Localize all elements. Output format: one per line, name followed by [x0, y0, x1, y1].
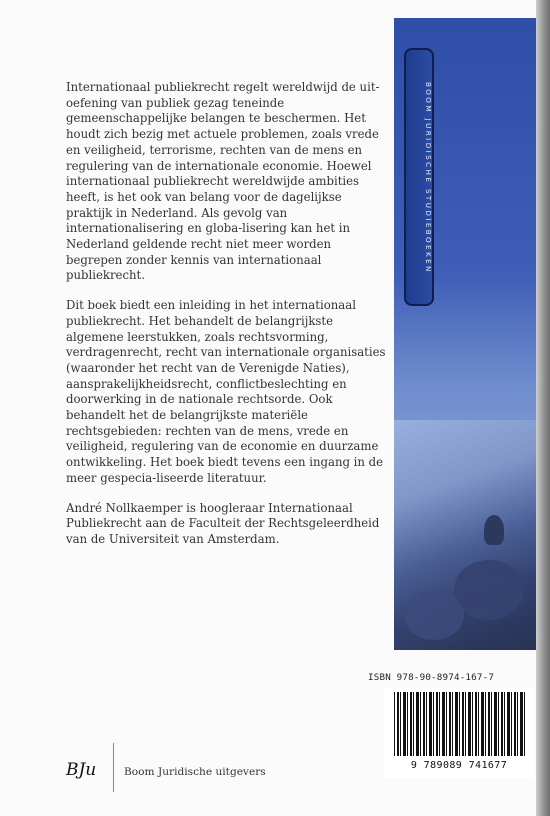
photo-figure [484, 515, 504, 545]
series-label: BOOM JURIDISCHE STUDIEBOEKEN [424, 82, 433, 274]
logo-divider [113, 743, 114, 792]
author-bio: André Nollkaemper is hoogleraar Internationaal Publiekrecht aan de Faculteit der Rechtsgeleerdheid van de Universiteit van Amsterdam. [66, 500, 380, 546]
audience-photo [394, 420, 536, 650]
photo-figure [454, 560, 524, 620]
page-edge [536, 0, 550, 816]
isbn: ISBN 978-90-8974-167-7 [368, 672, 495, 683]
photo-figure [404, 590, 464, 640]
blurb-paragraph: Dit boek biedt een inleiding in het internationaal publiekrecht. Het behandelt de belangrijkste algemene leerstukken, zoals rechtsvorming, verdragenrecht, recht van internationale organisaties (waaronder het recht van de Verenigde Naties), aansprakelijkheidsrecht, conflictbeslechting en doorwerking in de nationale rechtsorde. Ook behandelt het de belangrijkste materiële rechtsgebieden: rechten van de mens, vrede en veiligheid, regulering van de economie en duurzame ontwikkeling. Het boek biedt tevens een ingang in de meer gespecia-liseerde literatuur. [66, 298, 386, 485]
blurb [66, 80, 390, 562]
blurb-paragraph: Internationaal publiekrecht regelt wereldwijd de uit-oefening van publiek gezag teneinde gemeenschappelijke belangen te beschermen. Het houdt zich bezig met actuele problemen, zoals vrede en veiligheid, terrorisme, rechten van de mens en regulering van de internationale economie. Hoewel internationaal publiekrecht wereldwijde ambities heeft, is het ook van belang voor de dagelijkse praktijk in Nederland. Als gevolg van internationalisering en globa-lisering kan het in Nederland geldende recht niet meer worden begrepen zonder kennis van internationaal publiekrecht. [66, 80, 380, 283]
barcode-bars [394, 692, 526, 756]
barcode [384, 688, 534, 778]
publisher-logo: BJu [66, 760, 97, 780]
barcode-number: 9 789089 741677 [410, 760, 508, 771]
publisher-name: Boom Juridische uitgevers [124, 766, 266, 778]
